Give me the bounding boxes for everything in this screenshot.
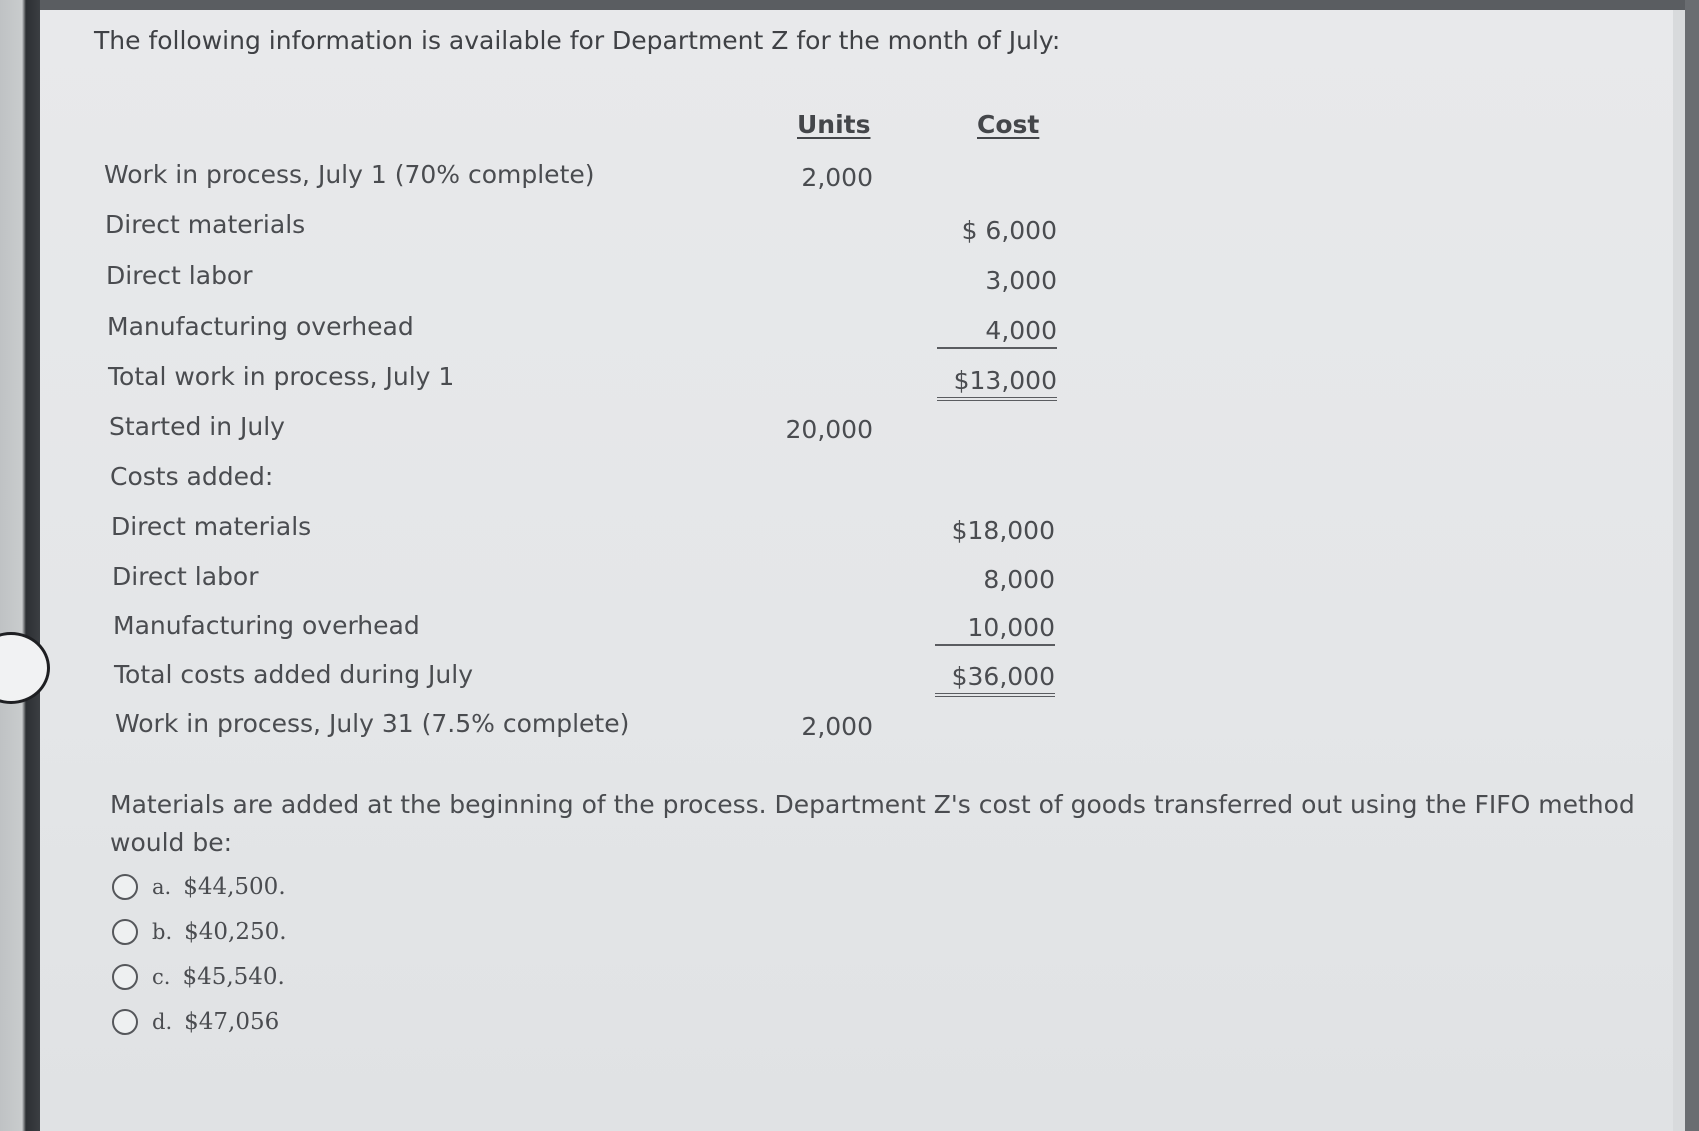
option-letter: a.	[152, 875, 172, 899]
radio-button[interactable]	[112, 919, 138, 945]
row-label: Manufacturing overhead	[107, 312, 414, 341]
row-cost: $ 6,000	[961, 216, 1057, 245]
left-bezel	[0, 0, 40, 1131]
chevron-left-icon	[0, 656, 9, 680]
row-cost: 3,000	[985, 266, 1057, 295]
radio-button[interactable]	[112, 964, 138, 990]
cost-header: Cost	[977, 110, 1040, 139]
option-letter: c.	[152, 965, 171, 989]
answer-option-d[interactable]	[112, 1009, 279, 1035]
row-cost: $18,000	[951, 516, 1055, 545]
row-cost: 10,000	[935, 613, 1055, 646]
row-units: 2,000	[801, 163, 873, 192]
row-label: Work in process, July 1 (70% complete)	[104, 160, 595, 189]
row-label: Direct labor	[112, 562, 259, 591]
answer-option-a[interactable]	[112, 874, 286, 900]
question-text: Materials are added at the beginning of the process. Department Z's cost of goods transferred out using the FIFO method would be:	[110, 790, 1635, 857]
row-units: 2,000	[801, 712, 873, 741]
option-text: $40,250.	[184, 919, 287, 945]
option-letter: d.	[152, 1010, 173, 1034]
problem-title: The following information is available for Department Z for the month of July:	[94, 26, 1061, 55]
row-cost: 4,000	[937, 316, 1057, 349]
option-text: $47,056	[184, 1009, 280, 1035]
row-label: Work in process, July 31 (7.5% complete)	[115, 709, 630, 738]
right-panel-edge	[1673, 10, 1685, 1131]
row-label: Total costs added during July	[114, 660, 473, 689]
row-cost: $13,000	[937, 366, 1057, 401]
option-text: $44,500.	[183, 874, 286, 900]
row-cost: 8,000	[983, 565, 1055, 594]
row-label: Direct labor	[106, 261, 253, 290]
row-label: Started in July	[109, 412, 285, 441]
row-label: Total work in process, July 1	[108, 362, 455, 391]
row-label: Costs added:	[110, 462, 274, 491]
row-cost: $36,000	[935, 662, 1055, 697]
answer-option-c[interactable]	[112, 964, 285, 990]
top-bezel	[40, 0, 1699, 10]
row-label: Direct materials	[111, 512, 312, 541]
row-label: Manufacturing overhead	[113, 611, 420, 640]
option-letter: b.	[152, 920, 173, 944]
row-units: 20,000	[785, 415, 873, 444]
radio-button[interactable]	[112, 874, 138, 900]
answer-option-b[interactable]	[112, 919, 287, 945]
right-bezel	[1685, 0, 1699, 1131]
units-header: Units	[797, 110, 871, 139]
row-label: Direct materials	[105, 210, 306, 239]
option-text: $45,540.	[182, 964, 285, 990]
radio-button[interactable]	[112, 1009, 138, 1035]
